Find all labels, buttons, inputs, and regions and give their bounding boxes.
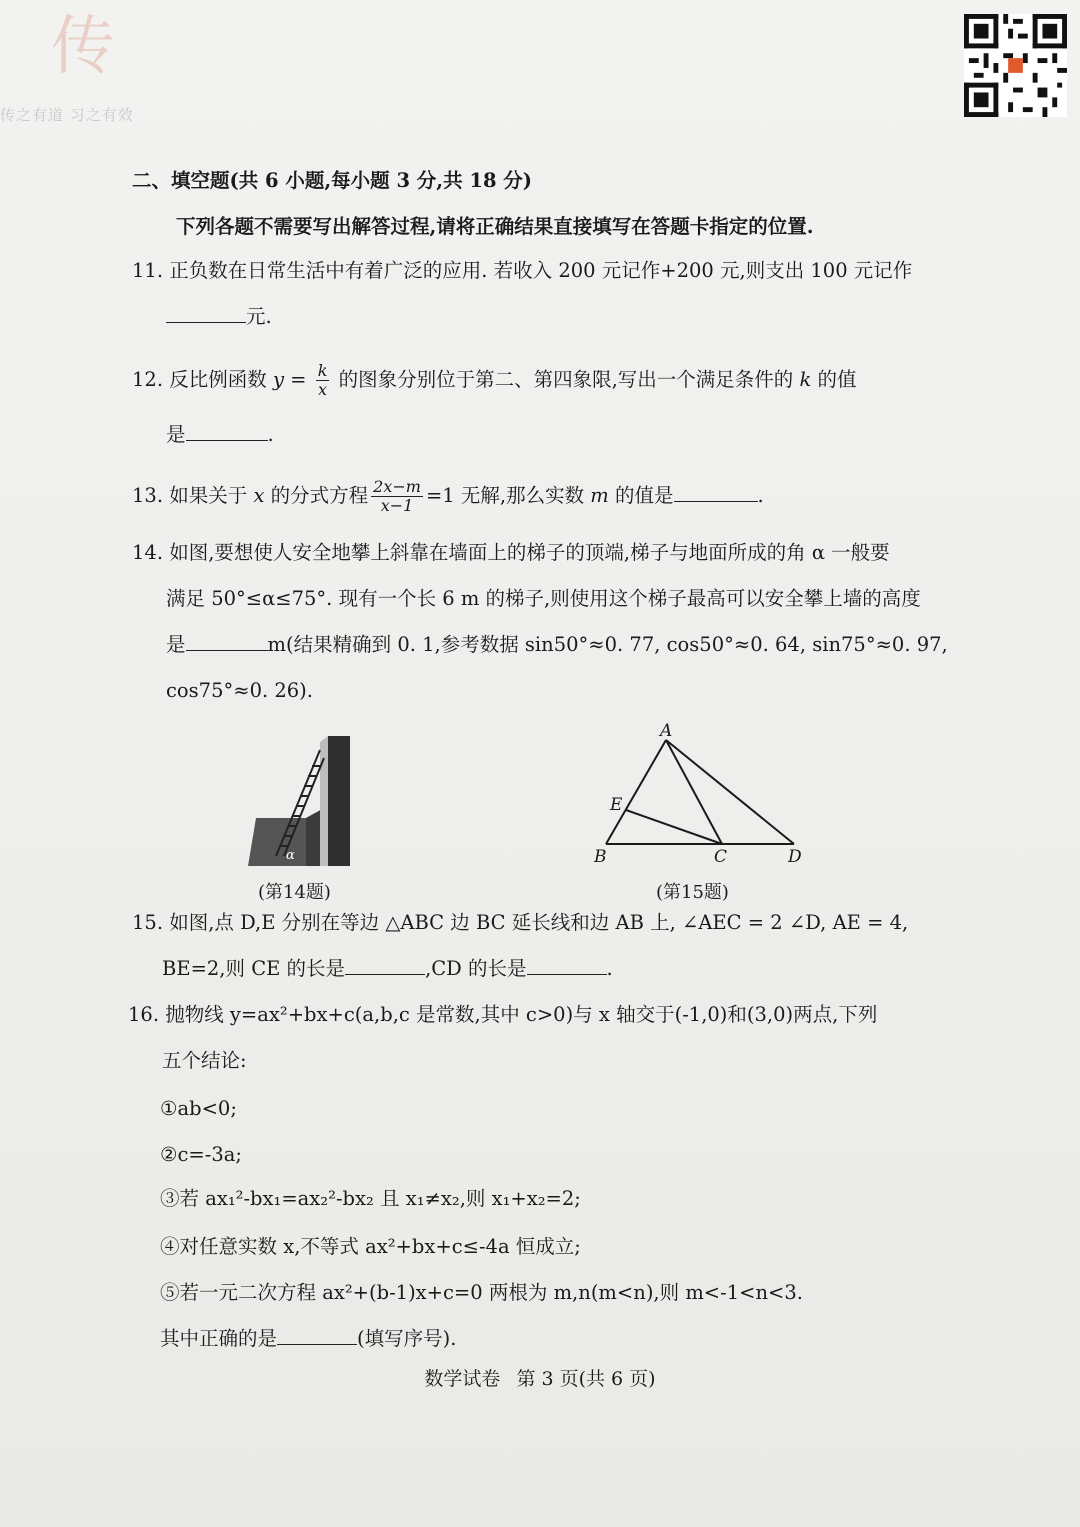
q14-number: 14. <box>132 541 164 564</box>
q13-mid: 的分式方程 <box>270 484 369 507</box>
question-15-line2 <box>162 956 613 982</box>
section-heading: 二、填空题(共 6 小题,每小题 3 分,共 18 分) <box>132 169 533 192</box>
point-A-label: A <box>660 721 673 741</box>
q13-before: 如果关于 <box>169 484 248 507</box>
point-C-label: C <box>714 847 728 867</box>
q14-line1-text: 如图,要想使人安全地攀上斜靠在墙面上的梯子的顶端,梯子与地面所成的角 α 一般要 <box>169 541 890 564</box>
q16-answer-a: 其中正确的是 <box>160 1327 278 1350</box>
q13-frac-num: 2x−m <box>373 477 421 496</box>
q14-line3b: m(结果精确到 0. 1,参考数据 sin50°≈0. 77, cos50°≈0. 64, sin75°≈0. 97, <box>267 633 948 656</box>
q16-item-4: ④对任意实数 x,不等式 ax²+bx+c≤-4a 恒成立; <box>160 1235 581 1258</box>
q14-answer-blank[interactable] <box>186 632 268 651</box>
q16-item-3: ③若 ax₁²-bx₁=ax₂²-bx₂ 且 x₁≠x₂,则 x₁+x₂=2; <box>160 1187 581 1210</box>
q15-end: . <box>606 957 613 980</box>
wall-face <box>320 736 328 866</box>
question-15-line1 <box>132 910 908 936</box>
q11-unit: 元. <box>246 305 272 328</box>
q13-number: 13. <box>132 484 164 507</box>
figure-15-caption: (第15题) <box>656 882 729 903</box>
q13-fraction <box>371 478 423 515</box>
q13-after: 的值是 <box>615 484 674 507</box>
q11-number: 11. <box>132 259 164 282</box>
question-14-line1 <box>132 540 890 566</box>
figure-14-caption: (第14题) <box>258 882 331 903</box>
q16-answer-b: (填写序号). <box>357 1327 457 1350</box>
page-footer <box>0 1364 1080 1391</box>
point-B-label: B <box>594 847 607 867</box>
question-11 <box>132 258 912 284</box>
footer-subject: 数学试卷 <box>424 1368 501 1390</box>
q12-fraction <box>316 362 330 399</box>
question-14-line4: cos75°≈0. 26). <box>166 679 313 702</box>
point-E-label: E <box>610 795 623 815</box>
q12-tail: 的值 <box>817 368 857 391</box>
question-11-answer-line <box>166 304 272 330</box>
q11-answer-blank[interactable] <box>166 304 246 323</box>
q13-answer-blank[interactable] <box>674 483 758 502</box>
point-D-label: D <box>788 847 802 867</box>
watermark-slogan: 传之有道 习之有效 <box>0 106 134 124</box>
q13-frac-den: x−1 <box>380 496 414 515</box>
wall <box>328 736 350 866</box>
qr-code-icon <box>964 14 1067 117</box>
q12-answer-blank[interactable] <box>186 422 268 441</box>
q16-answer-line <box>160 1326 456 1352</box>
q12-number: 12. <box>132 368 164 391</box>
segment-AD <box>666 740 794 844</box>
question-16-line2: 五个结论: <box>162 1049 247 1072</box>
q12-line2: 是 <box>166 423 186 446</box>
question-12-answer-line <box>166 422 274 448</box>
q16-line1-text: 抛物线 y=ax²+bx+c(a,b,c 是常数,其中 c>0)与 x 轴交于(-1,0)和(3,0)两点,下列 <box>165 1003 878 1026</box>
question-16-line1 <box>128 1002 877 1028</box>
q12-text-before: 反比例函数 <box>169 368 267 391</box>
q12-y-eq: y = <box>272 368 307 391</box>
q15-cd-blank[interactable] <box>527 956 607 975</box>
question-12 <box>132 362 857 399</box>
q16-item-5: ⑤若一元二次方程 ax²+(b-1)x+c=0 两根为 m,n(m<n),则 m<-1<n<3. <box>160 1281 803 1304</box>
segment-AB <box>606 740 666 844</box>
q11-text: 正负数在日常生活中有着广泛的应用. 若收入 200 元记作+200 元,则支出 100 元记作 <box>169 259 913 282</box>
q15-ce-blank[interactable] <box>345 956 425 975</box>
q13-m: m <box>590 484 609 507</box>
q12-end: . <box>267 423 274 446</box>
q13-x: x <box>253 484 265 507</box>
q15-number: 15. <box>132 911 164 934</box>
q16-item-1: ①ab<0; <box>160 1097 237 1120</box>
q13-eq: =1 无解,那么实数 <box>425 484 585 507</box>
q12-k: k <box>799 368 812 391</box>
question-13 <box>132 478 764 515</box>
question-14-line2: 满足 50°≤α≤75°. 现有一个长 6 m 的梯子,则使用这个梯子最高可以安全攀上墙的高度 <box>166 587 921 610</box>
footer-page-number: 第 3 页(共 6 页) <box>516 1368 656 1390</box>
q15-line1-text: 如图,点 D,E 分别在等边 △ABC 边 BC 延长线和边 AB 上, ∠AEC = 2 ∠D, AE = 4, <box>169 911 909 934</box>
q15-line2a: BE=2,则 CE 的长是 <box>162 957 346 980</box>
q12-frac-num: k <box>317 361 328 380</box>
q13-end: . <box>757 484 764 507</box>
q12-text-after: 的图象分别位于第二、第四象限,写出一个满足条件的 <box>338 368 794 391</box>
segment-AC <box>666 740 722 844</box>
q14-line3a: 是 <box>166 633 186 656</box>
segment-EC <box>626 810 722 844</box>
angle-alpha-label: α <box>286 848 295 863</box>
q16-number: 16. <box>128 1003 160 1026</box>
watermark-logo: 传 <box>51 10 115 84</box>
q15-line2b: ,CD 的长是 <box>425 957 527 980</box>
figure-15-triangle <box>590 720 810 870</box>
question-14-line3 <box>166 632 948 658</box>
q12-frac-den: x <box>318 380 328 399</box>
section-instruction: 下列各题不需要写出解答过程,请将正确结果直接填写在答题卡指定的位置. <box>176 215 814 238</box>
q16-item-2: ②c=-3a; <box>160 1143 242 1166</box>
q16-answer-blank[interactable] <box>277 1326 357 1345</box>
figure-14-ladder <box>244 732 354 874</box>
